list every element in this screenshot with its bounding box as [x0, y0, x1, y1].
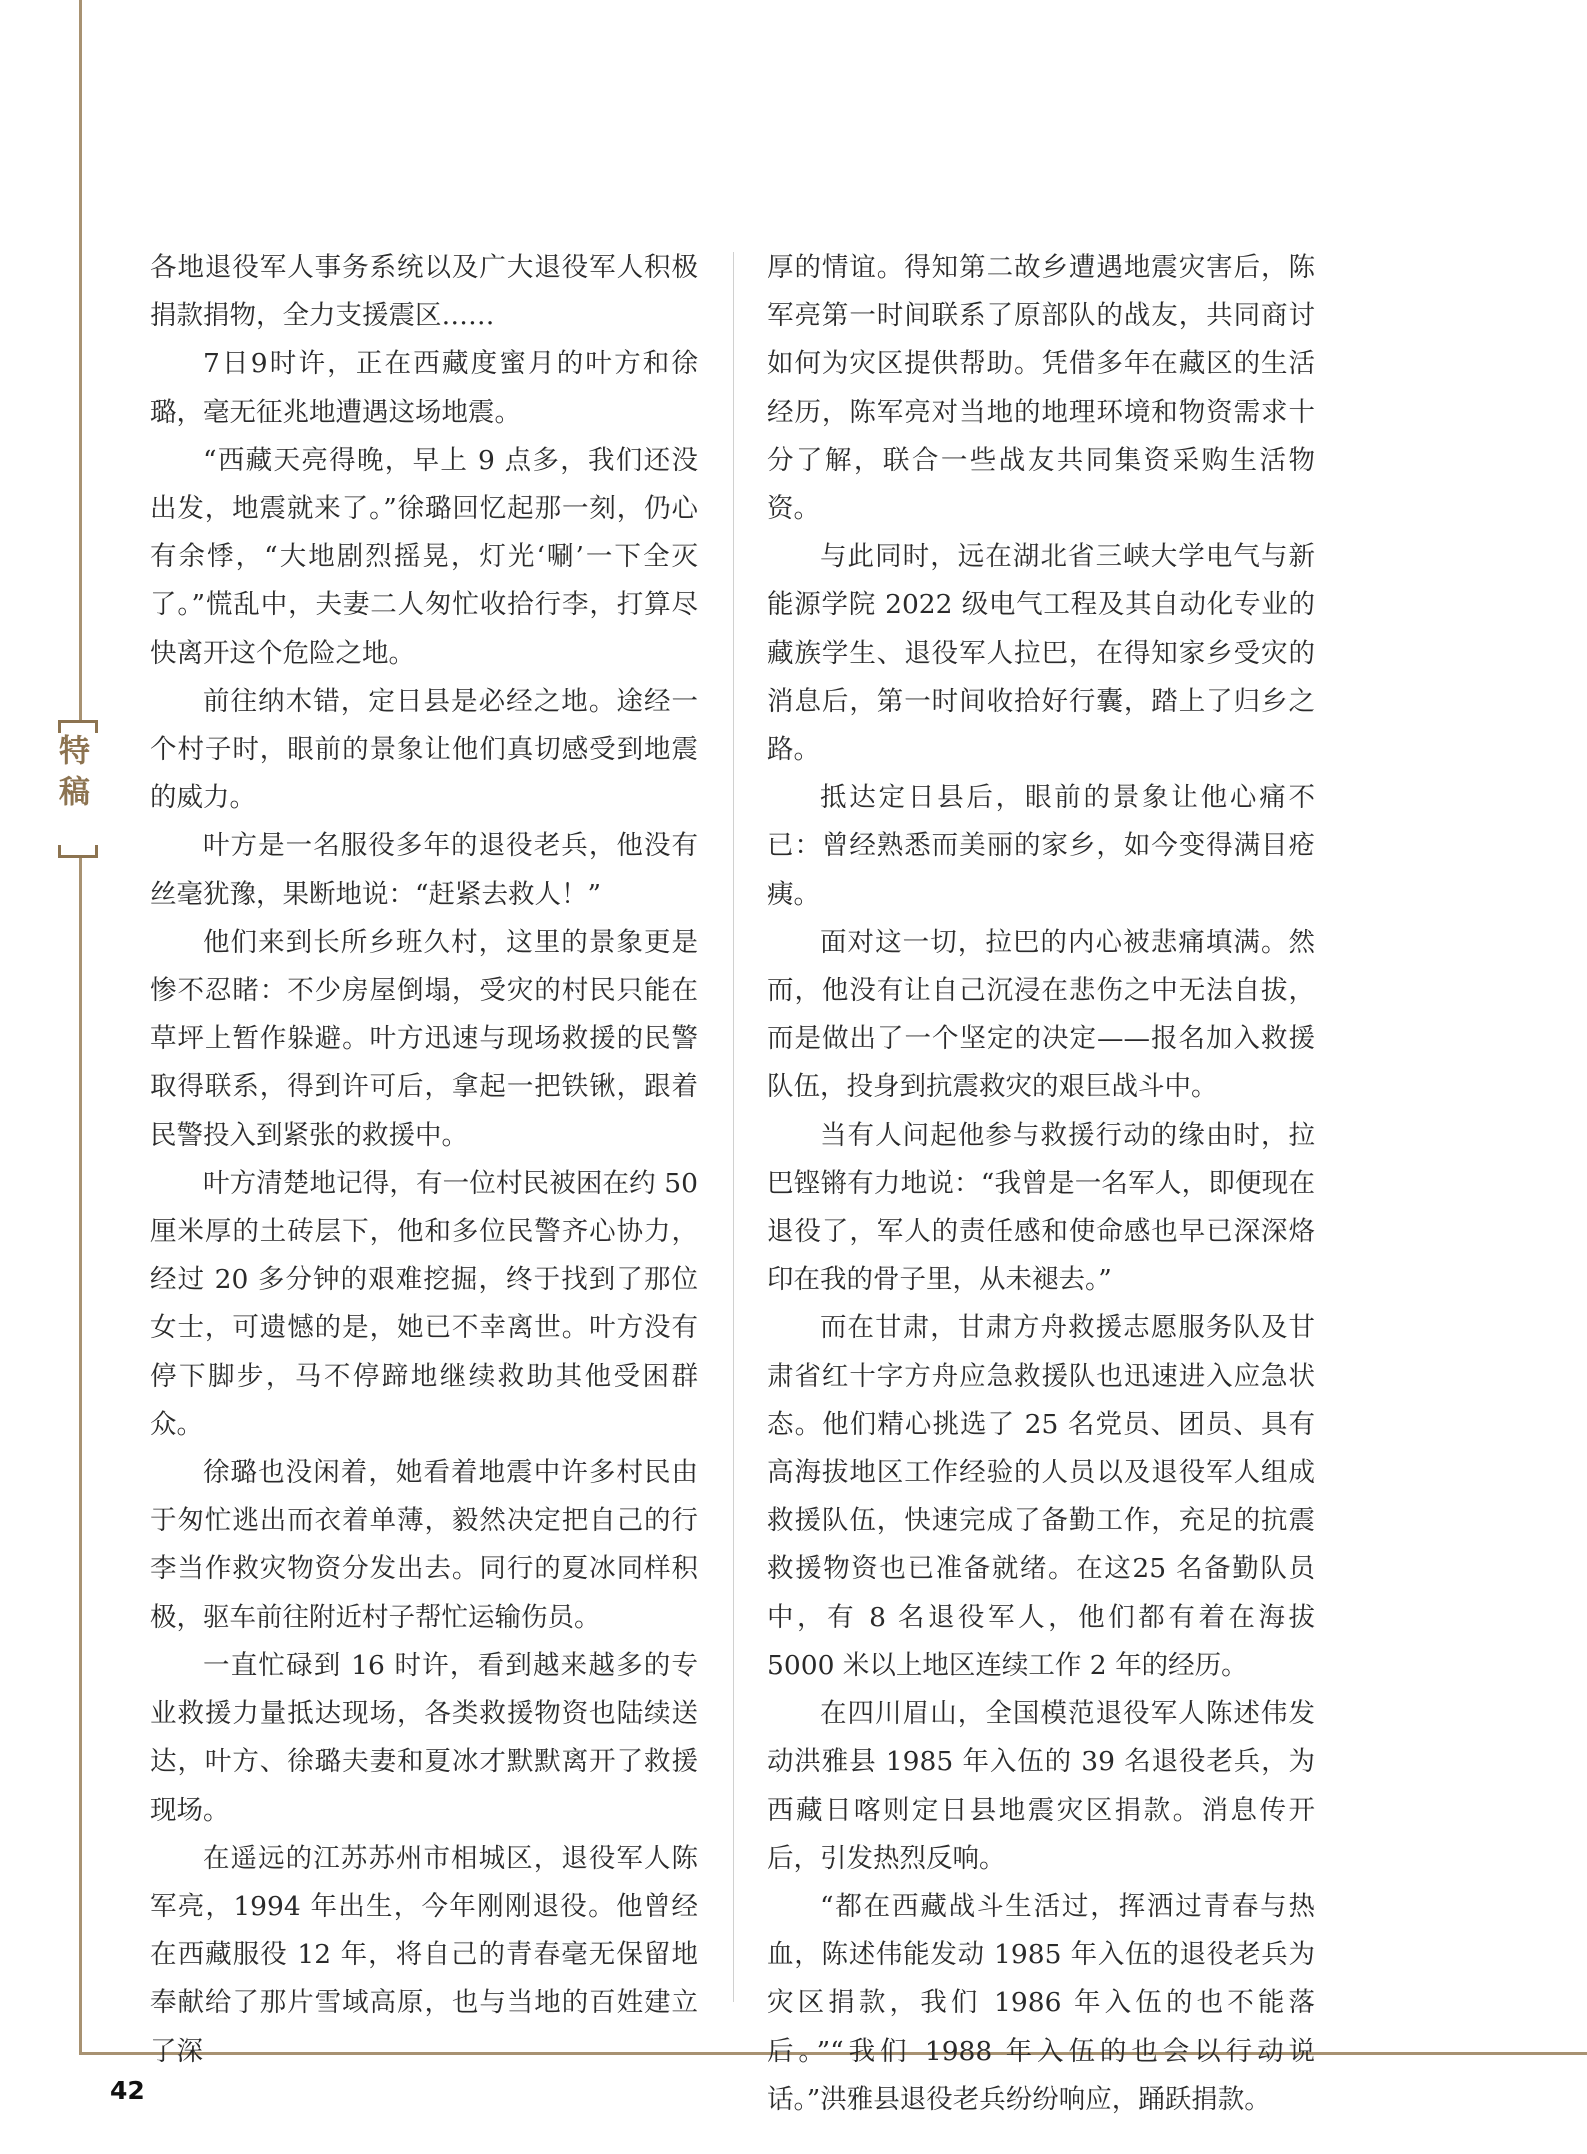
paragraph: 当有人问起他参与救援行动的缘由时，拉巴铿锵有力地说：“我曾是一名军人，即便现在退役了，军人的责任感和使命感也早已深深烙印在我的骨子里，从未褪去。”	[767, 1119, 1315, 1296]
paragraph: 7日9时许，正在西藏度蜜月的叶方和徐璐，毫无征兆地遭遇这场地震。	[150, 348, 698, 428]
page-frame-left-rule	[79, 0, 82, 2054]
paragraph: “都在西藏战斗生活过，挥洒过青春与热血，陈述伟能发动 1985 年入伍的退役老兵为灾区捐款，我们 1986 年入伍的也不能落后。”“我们 1988 年入伍的也会以行动说话。”洪雅县退役老兵纷纷响应，踊跃捐款。	[767, 1890, 1315, 2115]
article-column-left	[150, 244, 698, 2076]
article-column-right	[767, 244, 1315, 2124]
bracket-bottom	[58, 845, 98, 858]
paragraph: 而在甘肃，甘肃方舟救援志愿服务队及甘肃省红十字方舟应急救援队也迅速进入应急状态。他们精心挑选了 25 名党员、团员、具有高海拔地区工作经验的人员以及退役军人组成救援队伍，快速完成了备勤工作，充足的抗震救援物资也已准备就绪。在这25 名备勤队员中，有 8 名退役军人，他们都有着在海拔 5000 米以上地区连续工作 2 年的经历。	[767, 1312, 1315, 1681]
bracket-top	[58, 720, 98, 733]
paragraph: 他们来到长所乡班久村，这里的景象更是惨不忍睹：不少房屋倒塌，受灾的村民只能在草坪上暂作躲避。叶方迅速与现场救援的民警取得联系，得到许可后，拿起一把铁锹，跟着民警投入到紧张的救援中。	[150, 926, 698, 1151]
paragraph: 一直忙碌到 16 时许，看到越来越多的专业救援力量抵达现场，各类救援物资也陆续送达，叶方、徐璐夫妻和夏冰才默默离开了救援现场。	[150, 1649, 698, 1826]
paragraph: 各地退役军人事务系统以及广大退役军人积极捐款捐物，全力支援震区……	[150, 252, 698, 332]
paragraph: 在四川眉山，全国模范退役军人陈述伟发动洪雅县 1985 年入伍的 39 名退役老兵，为西藏日喀则定日县地震灾区捐款。消息传开后，引发热烈反响。	[767, 1698, 1315, 1874]
paragraph: 在遥远的江苏苏州市相城区，退役军人陈军亮，1994 年出生，今年刚刚退役。他曾经在西藏服役 12 年，将自己的青春毫无保留地奉献给了那片雪域高原，也与当地的百姓建立了深	[150, 1842, 698, 2067]
paragraph: 叶方清楚地记得，有一位村民被困在约 50 厘米厚的土砖层下，他和多位民警齐心协力，经过 20 多分钟的艰难挖掘，终于找到了那位女士，可遗憾的是，她已不幸离世。叶方没有停下脚步，马不停蹄地继续救助其他受困群众。	[150, 1167, 698, 1440]
paragraph: 与此同时，远在湖北省三峡大学电气与新能源学院 2022 级电气工程及其自动化专业的藏族学生、退役军人拉巴，在得知家乡受灾的消息后，第一时间收拾好行囊，踏上了归乡之路。	[767, 541, 1315, 766]
paragraph: 前往纳木错，定日县是必经之地。途经一个村子时，眼前的景象让他们真切感受到地震的威力。	[150, 685, 698, 814]
paragraph: 徐璐也没闲着，她看着地震中许多村民由于匆忙逃出而衣着单薄，毅然决定把自己的行李当作救灾物资分发出去。同行的夏冰同样积极，驱车前往附近村子帮忙运输伤员。	[150, 1457, 698, 1633]
paragraph: 厚的情谊。得知第二故乡遭遇地震灾害后，陈军亮第一时间联系了原部队的战友，共同商讨如何为灾区提供帮助。凭借多年在藏区的生活经历，陈军亮对当地的地理环境和物资需求十分了解，联合一些战友共同集资采购生活物资。	[767, 252, 1315, 525]
section-label: 特稿	[53, 734, 89, 816]
paragraph: 叶方是一名服役多年的退役老兵，他没有丝毫犹豫，果断地说：“赶紧去救人！”	[150, 830, 698, 910]
paragraph: “西藏天亮得晚，早上 9 点多，我们还没出发，地震就来了。”徐璐回忆起那一刻，仍心有余悸，“大地剧烈摇晃，灯光‘唰’一下全灭了。”慌乱中，夫妻二人匆忙收拾行李，打算尽快离开这个危险之地。	[150, 444, 698, 669]
page-number: 42	[110, 2076, 145, 2105]
paragraph: 面对这一切，拉巴的内心被悲痛填满。然而，他没有让自己沉浸在悲伤之中无法自拔，而是做出了一个坚定的决定——报名加入救援队伍，投身到抗震救灾的艰巨战斗中。	[767, 926, 1315, 1103]
section-tab	[54, 720, 98, 858]
paragraph: 抵达定日县后，眼前的景象让他心痛不已：曾经熟悉而美丽的家乡，如今变得满目疮痍。	[767, 782, 1315, 910]
column-divider	[733, 252, 734, 2002]
